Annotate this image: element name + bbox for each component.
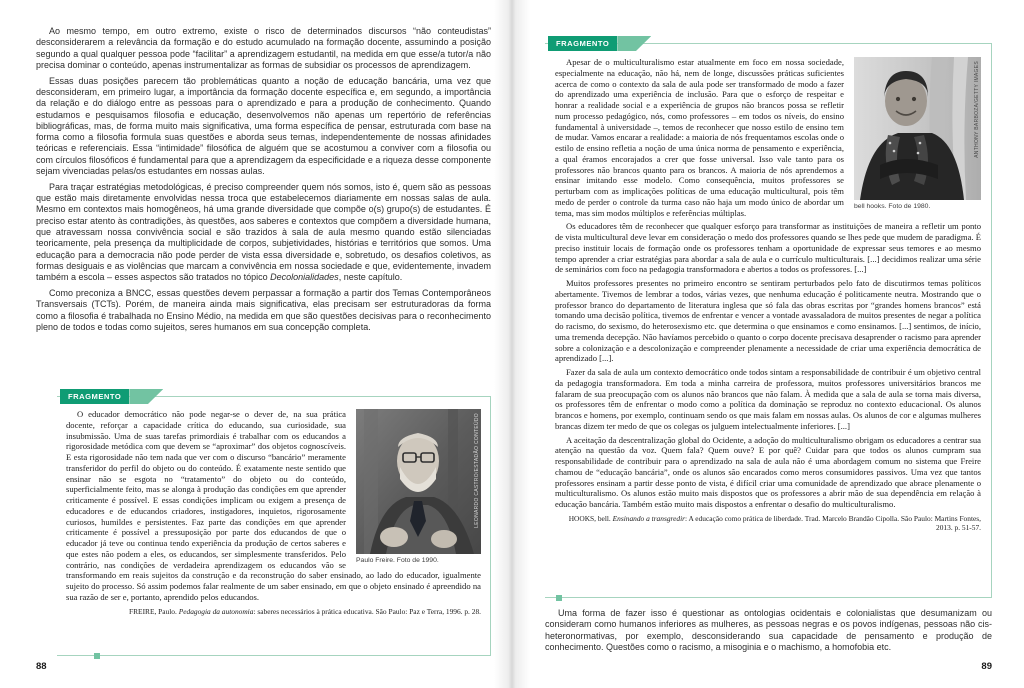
- citation-author: HOOKS, bell.: [568, 513, 613, 523]
- left-body-text: [36, 26, 491, 338]
- citation-title: Ensinando a transgredir: [612, 513, 686, 523]
- fragment-body-text: O educador democrático não pode negar-se o dever de, na sua prática docente, reforçar a capacidade crítica do educando, sua curiosidade, sua insubmissão. Uma de suas tarefas primordiais é trabalhar com os educandos a rigorosidade metódica com que devem se “aproximar” dos objetos cognoscíveis. E esta rigorosidade não tem nada que ver com o discurso “bancário” meramente transferidor do perfil do objeto ou do conteúdo. É exatamente neste sentido que ensinar não se esgota no “tratamento” do objeto ou do conteúdo, superficialmente feito, mas se alonga à produção das condições em que aprender criticamente é possível. E essas condições implicam ou exigem a presença de educadores e de educandos criadores, instigadores, inquietos, rigorosamente curiosos, humildes e persistentes. Faz parte das condições em que aprender criticamente é possível a pressuposição por parte dos educandos de que o educador já teve ou continua tendo experiência da produção de certos saberes e que estes não podem a eles, os educandos, ser simplesmente transferidos. Pelo contrário, nas condições de verdadeira aprendizagem os educandos vão se transformando em reais sujeitos da construção e da reconstrução do saber ensinado, ao lado do educador, igualmente sujeito do processo. Só assim podemos falar realmente de um saber ensinado, em que o objeto ensinado é apreendido na sua razão de ser e, portanto, aprendido pelos educandos.: [66, 409, 481, 602]
- right-body-text: [545, 608, 992, 658]
- frame-corner-square-decoration: [556, 595, 562, 601]
- fragment-body-text: Fazer da sala de aula um contexto democrático onde todos sintam a responsabilidade de contribuir é um objetivo central da pedagogia transformadora. Em toda a minha carreira de professora, muitos professores universitários brancos me falaram de sua preocupação com os alunos não brancos que não falam. À medida que a sala de aula se torna mais diversa, os professores têm de enfrentar o modo como a política da dominação se reproduz no contexto educacional. Os alunos brancos e homens, por exemplo, continuam sendo os que mais falam em nossas aulas. Os alunos de cor e algumas mulheres brancas dizem ter medo de que os colegas os julguem intelectualmente inferiores. [...]: [555, 367, 981, 431]
- bell-hooks-photo: [854, 57, 981, 200]
- page-number-89: 89: [981, 661, 992, 672]
- page-number-88: 88: [36, 661, 47, 672]
- fragment-box-freire: [57, 392, 491, 656]
- paulo-freire-portrait-illustration: [356, 409, 481, 554]
- fragment-label-text: FRAGMENTO: [60, 389, 129, 404]
- citation-title: Pedagogia da autonomia: [178, 606, 254, 616]
- citation-details: : A educação como prática de liberdade. Trad. Marcelo Brandão Cipolla. São Paulo: Martins Fontes, 2013. p. 51-57.: [685, 513, 981, 533]
- fragment-box-hooks: [545, 39, 992, 598]
- fragment-label: [60, 389, 163, 404]
- fragment-body-text: Muitos professores presentes no primeiro encontro se sentiram perturbados pelo fato de discutirmos temas políticos abertamente. Tivemos de lembrar a todos, várias vezes, que nenhuma educação é politicamente neutra. Mostrando que o professor branco do departamento de literatura inglesa que só fala das obras escritas por “grandes homens brancos” está tomando uma decisão política, tivemos de enfrentar e vencer a vontade avassaladora de muitos presentes de negar a política do racismo, do sexismo, do heterosexismo etc. que determina o que ensinamos e como ensinamos. [...] sentimos, de início, uma tremenda decepção. Não havíamos percebido o quanto o corpo docente precisava desaprender o racismo para aprender sobre a colonização e a descolonização e compreender plenamente a necessidade de criar uma experiência democrática de aprendizado [...].: [555, 278, 981, 364]
- citation: [66, 607, 481, 617]
- citation-author: FREIRE, Paulo.: [129, 606, 179, 616]
- paragraph-text: Para traçar estratégias metodológicas, é preciso compreender quem nós somos, isto é, quem são as pessoas que estão mais diretamente envolvidas nessa troca que estabelecemos diariamente em nossas salas de aula. Mesmo em contextos mais homogêneos, há uma grande diversidade que compõe o(s) grupo(s) de estudantes. É preciso estar atento às contradições, às questões, aos saberes e contextos que compõem a diversidade humana, que atravessam nossa convivência social e são trazidos à sala de aula mesmo quando estão silenciadas teoricamente, pela presença da multiplicidade de corpos, subjetividades, histórias e territórios que somos. Uma educação para a democracia não pode perder de vista essa diversidade e, sobretudo, os desafios coletivos, as formas desiguais e as violências que marcam a convivência em nossa sociedade e que, evidentemente, invadem também a escola – esses aspectos são tratados no tópico: [36, 181, 491, 283]
- body-paragraph: [36, 182, 491, 284]
- fragment-body-text: Apesar de o multiculturalismo estar atualmente em foco em nossa sociedade, especialmente na educação, não há, nem de longe, discussões práticas suficientes acerca de como o contexto da sala de aula pode ser transformado de modo a fazer do aprendizado uma experiência de inclusão. Para que o esforço de respeitar e honrar a realidade social e a experiência de grupos não brancos possa se refletir num processo pedagógico, nós, como professores – em todos os níveis, do ensino fundamental à universidade –, temos de reconhecer que nosso estilo de ensino tem de mudar. Vamos encarar a realidade: a maioria de nós frequentamos escolas onde o estilo de ensino refletia a noção de uma única norma de pensamento e experiência, a qual éramos encorajados a crer que fosse universal. Isso vale tanto para os professores não brancos quanto para os brancos. A maioria de nós aprendemos a ensinar imitando esse modelo. Como consequência, muitos professores se perturbam com as implicações políticas de uma educação multicultural, pois têm medo de perder o controle da turma caso não haja um modo único de abordar um tema, mas sim modos múltiplos e referências múltiplas.: [555, 57, 844, 218]
- paragraph-text: , neste capítulo.: [338, 272, 403, 283]
- citation: [555, 514, 981, 533]
- photo-caption: Paulo Freire. Foto de 1990.: [356, 557, 439, 564]
- fragment-label: [548, 36, 651, 51]
- body-paragraph: Uma forma de fazer isso é questionar as ontologias ocidentais e colonialistas que desumanizam ou consideram como humanos inferiores as mulheres, as pessoas negras e os povos indígenas, pessoas não cis-heteronormativas, por exemplo, desconsiderando sua capacidade de pensamento e produção de conhecimento. Questões como o racismo, a misoginia e o machismo, a homofobia etc.: [545, 608, 992, 652]
- italic-term: Decolonialidades: [270, 272, 339, 283]
- photo-credit: LEONARDO CASTRO/ESTADÃO CONTEÚDO: [474, 413, 480, 528]
- photo-caption: bell hooks. Foto de 1980.: [854, 203, 931, 210]
- page-89: [512, 0, 1024, 688]
- fragment-label-text: FRAGMENTO: [548, 36, 617, 51]
- photo-credit: ANTHONY BARBOZA/GETTY IMAGES: [974, 61, 980, 158]
- paulo-freire-figure: [356, 409, 481, 566]
- body-paragraph: Ao mesmo tempo, em outro extremo, existe o risco de determinados discursos “não conteudistas” desconsiderarem a relevância da formação e do estudo acumulado na formação docente, assumindo a posição segundo a qual qualquer pessoa pode “facilitar” a aprendizagem estudantil, na medida em que esse/a tutor/a não precisa dominar o conteúdo, apenas instrumentalizar as formas de subsidiar os processos de aprendizagem.: [36, 26, 491, 70]
- bell-hooks-portrait-illustration: [854, 57, 981, 200]
- body-paragraph: Essas duas posições parecem tão problemáticas quanto a noção de educação bancária, uma vez que desconsideram, em primeiro lugar, a importância da formação docente específica e, em segundo, a importância da relação e do diálogo entre as pessoas para o aprendizado e para a produção de conhecimento. Quando estudamos e pesquisamos filosofia e educação, desenvolvemos não apenas um repertório de referências bibliográficas, mas, de forma muito mais significativa, uma forma específica de pensar, estruturada com base na forma como a filosofia formula suas questões e aborda seus temas, independentemente de nossas afinidades teóricas e referenciais. Essa “intimidade” filosófica de alguém que se acostumou a conviver com a filosofia ou com círculos filosóficos é fundamental para que a aprendizagem da especificidade e a riqueza desse componente sejam vivenciadas pelas/os estudantes em nossas aulas.: [36, 75, 491, 177]
- paulo-freire-photo: [356, 409, 481, 554]
- fragment-label-tail-decoration: [617, 36, 651, 51]
- fragment-body-text: A aceitação da descentralização global do Ocidente, a adoção do multiculturalismo obrigam os educadores a centrar sua atenção na questão da voz. Quem fala? Quem ouve? E por quê? Cuidar para que todos os alunos cumpram sua responsabilidade de contribuir para o aprendizado na sala de aula não é uma abordagem comum no sistema que Freire chamou de “educação bancária”, onde os alunos são encarados como meros consumidores passivos. Uma vez que tantos professores ensinam a partir desse ponto de vista, é difícil criar uma comunidade de aprendizado que abrace plenamente o multiculturalismo. Os alunos estão muito mais dispostos que os professores a abrir mão de sua dependência em relação à educação bancária. Também estão muito mais dispostos a enfrentar o desafio do multiculturalismo.: [555, 434, 981, 509]
- citation-details: : saberes necessários à prática educativa. São Paulo: Paz e Terra, 1996. p. 28.: [253, 606, 481, 616]
- fragment-body-text: Os educadores têm de reconhecer que qualquer esforço para transformar as instituições de maneira a refletir um ponto de vista multicultural deve levar em consideração o medo dos professores quando se lhes pede que mudem de paradigma. É preciso instituir locais de formação onde os professores tenham a oportunidade de expressar seus temores e ao mesmo tempo aprender a criar estratégias para abordar a sala de aula e o currículo multiculturais. [...] decidimos realizar uma série de seminários com foco na pedagogia transformadora e abertos a todos os professores. [...]: [555, 221, 981, 275]
- frame-corner-square-decoration: [94, 653, 100, 659]
- bell-hooks-figure: [854, 57, 981, 212]
- fragment-label-tail-decoration: [129, 389, 163, 404]
- body-paragraph: Como preconiza a BNCC, essas questões devem perpassar a formação a partir dos Temas Contemporâneos Transversais (TCTs). Porém, de maneira ainda mais significativa, elas precisam ser estruturadoras da forma como a filosofia é trabalhada no Ensino Médio, na medida em que são questões decisivas para o reconhecimento pleno de todos e todas como sujeitos, seres humanos em sua concepção completa.: [36, 288, 491, 332]
